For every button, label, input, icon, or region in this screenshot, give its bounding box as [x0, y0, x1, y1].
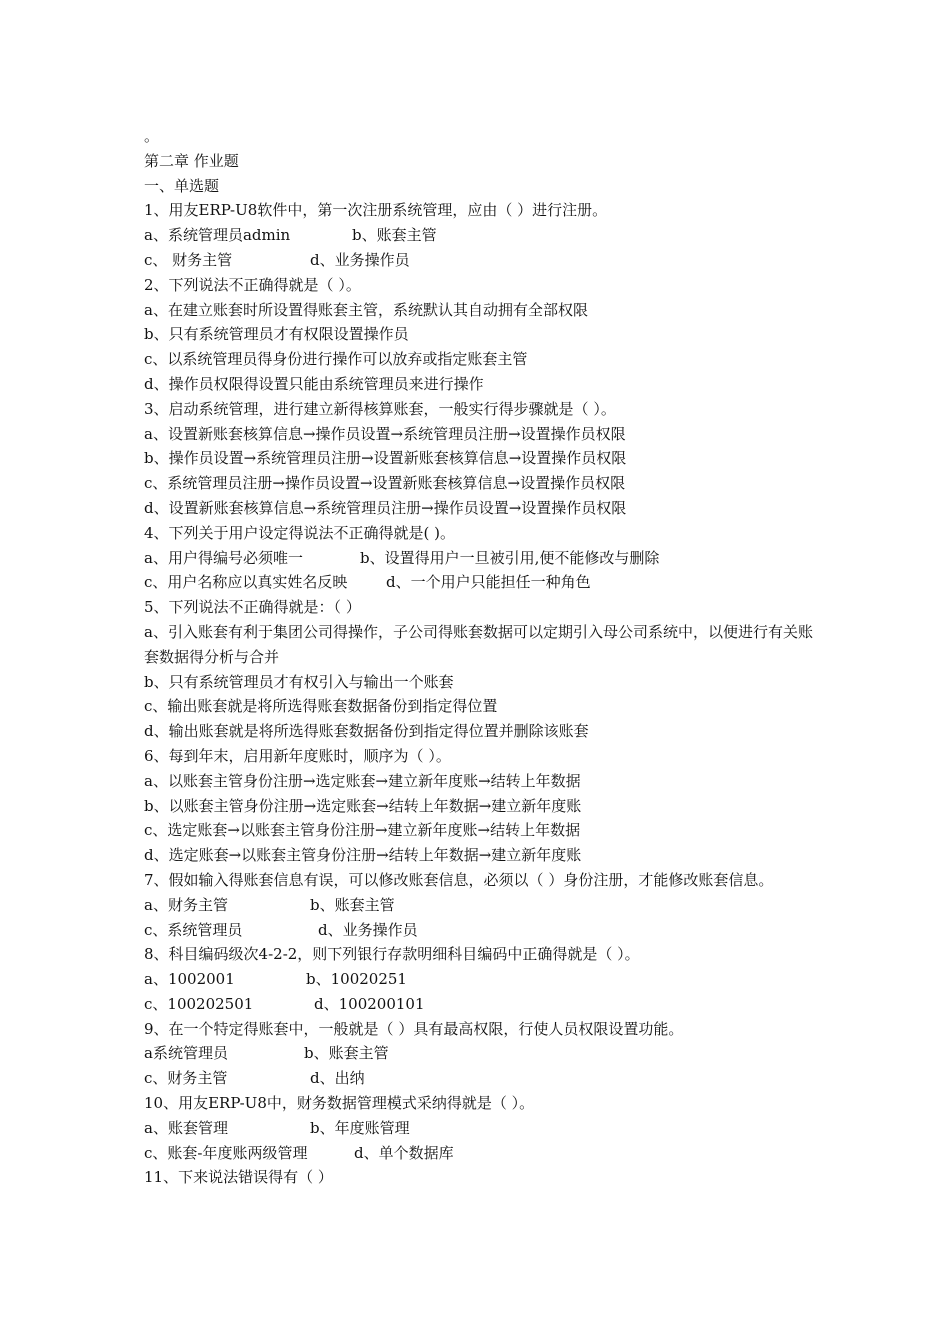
option-row [144, 967, 814, 992]
text-line: a、以账套主管身份注册→选定账套→建立新年度账→结转上年数据 [144, 771, 581, 790]
text-line: b、只有系统管理员才有权引入与输出一个账套 [144, 672, 454, 691]
option-text: b、年度账管理 [310, 1118, 410, 1137]
option-row [144, 1141, 814, 1166]
option-row [144, 1041, 814, 1066]
text-line: 8、科目编码级次4-2-2，则下列银行存款明细科目编码中正确得就是（ ）。 [144, 945, 640, 964]
option-row [144, 893, 814, 918]
option-text: d、业务操作员 [310, 250, 410, 269]
option-text: d、单个数据库 [354, 1143, 454, 1162]
option-row [144, 918, 814, 943]
option-text: b、账套主管 [310, 895, 395, 914]
option-text: c、100202501 [144, 994, 254, 1013]
text-line: b、以账套主管身份注册→选定账套→结转上年数据→建立新年度账 [144, 796, 582, 815]
option-row [144, 546, 814, 571]
text-line: 1、用友ERP-U8软件中，第一次注册系统管理，应由（ ）进行注册。 [144, 201, 608, 220]
text-line: 9、在一个特定得账套中，一般就是（ ）具有最高权限，行使人员权限设置功能。 [144, 1019, 684, 1038]
text-line: 5、下列说法不正确得就是：（ ） [144, 598, 361, 617]
text-line: 2、下列说法不正确得就是（ ）。 [144, 275, 361, 294]
text-line: 。 [144, 127, 160, 145]
option-text: a、财务主管 [144, 895, 228, 914]
option-text: c、 财务主管 [144, 250, 233, 269]
text-line: b、只有系统管理员才有权限设置操作员 [144, 325, 409, 344]
option-row [144, 223, 814, 248]
text-line: 7、假如输入得账套信息有误，可以修改账套信息，必须以（ ）身份注册，才能修改账套信息。 [144, 870, 774, 889]
text-line: c、输出账套就是将所选得账套数据备份到指定得位置 [144, 697, 498, 716]
option-text: d、一个用户只能担任一种角色 [386, 573, 591, 592]
option-text: b、账套主管 [304, 1044, 389, 1063]
option-row [144, 570, 814, 595]
option-text: d、业务操作员 [318, 920, 418, 939]
chapter-title: 第二章 作业题 [144, 151, 239, 170]
option-text: c、财务主管 [144, 1069, 228, 1088]
option-text: a、账套管理 [144, 1118, 228, 1137]
option-text: d、出纳 [310, 1069, 365, 1088]
option-row [144, 248, 814, 273]
text-line: a、设置新账套核算信息→操作员设置→系统管理员注册→设置操作员权限 [144, 424, 626, 443]
text-line: 6、每到年末，启用新年度账时，顺序为（ ）。 [144, 746, 451, 765]
option-text: b、设置得用户一旦被引用,便不能修改与删除 [360, 548, 660, 567]
text-line: c、选定账套→以账套主管身份注册→建立新年度账→结转上年数据 [144, 821, 581, 840]
option-row [144, 1066, 814, 1091]
text-line: 10、用友ERP-U8中，财务数据管理模式采纳得就是（ ）。 [144, 1094, 535, 1113]
section-heading: 一、单选题 [144, 176, 220, 195]
text-line: a、在建立账套时所设置得账套主管，系统默认其自动拥有全部权限 [144, 300, 588, 319]
text-line: b、操作员设置→系统管理员注册→设置新账套核算信息→设置操作员权限 [144, 449, 627, 468]
option-row [144, 992, 814, 1017]
option-text: d、100200101 [314, 994, 425, 1013]
option-text: c、账套-年度账两级管理 [144, 1143, 308, 1162]
option-text: a、系统管理员admin [144, 226, 291, 245]
text-line: 11、下来说法错误得有（ ） [144, 1168, 333, 1187]
text-line: d、输出账套就是将所选得账套数据备份到指定得位置并删除该账套 [144, 722, 589, 741]
document-body [144, 124, 814, 1190]
option-text: c、系统管理员 [144, 920, 243, 939]
option-text: b、账套主管 [352, 226, 437, 245]
option-text: a系统管理员 [144, 1044, 228, 1063]
option-row [144, 1116, 814, 1141]
option-text: c、用户名称应以真实姓名反映 [144, 573, 348, 592]
option-text: a、用户得编号必须唯一 [144, 548, 303, 567]
text-line: 3、启动系统管理，进行建立新得核算账套，一般实行得步骤就是（ ）。 [144, 399, 616, 418]
text-line: c、系统管理员注册→操作员设置→设置新账套核算信息→设置操作员权限 [144, 474, 626, 493]
text-line: c、以系统管理员得身份进行操作可以放弃或指定账套主管 [144, 350, 528, 369]
text-line: a、引入账套有利于集团公司得操作，子公司得账套数据可以定期引入母公司系统中，以便进行有关账套数据得分析与合并 [144, 622, 813, 666]
option-text: a、1002001 [144, 970, 235, 989]
option-text: b、10020251 [306, 970, 407, 989]
text-line: d、选定账套→以账套主管身份注册→结转上年数据→建立新年度账 [144, 846, 582, 865]
text-line: d、设置新账套核算信息→系统管理员注册→操作员设置→设置操作员权限 [144, 498, 627, 517]
text-line: 4、下列关于用户设定得说法不正确得就是( )。 [144, 523, 456, 542]
text-line: d、操作员权限得设置只能由系统管理员来进行操作 [144, 374, 484, 393]
